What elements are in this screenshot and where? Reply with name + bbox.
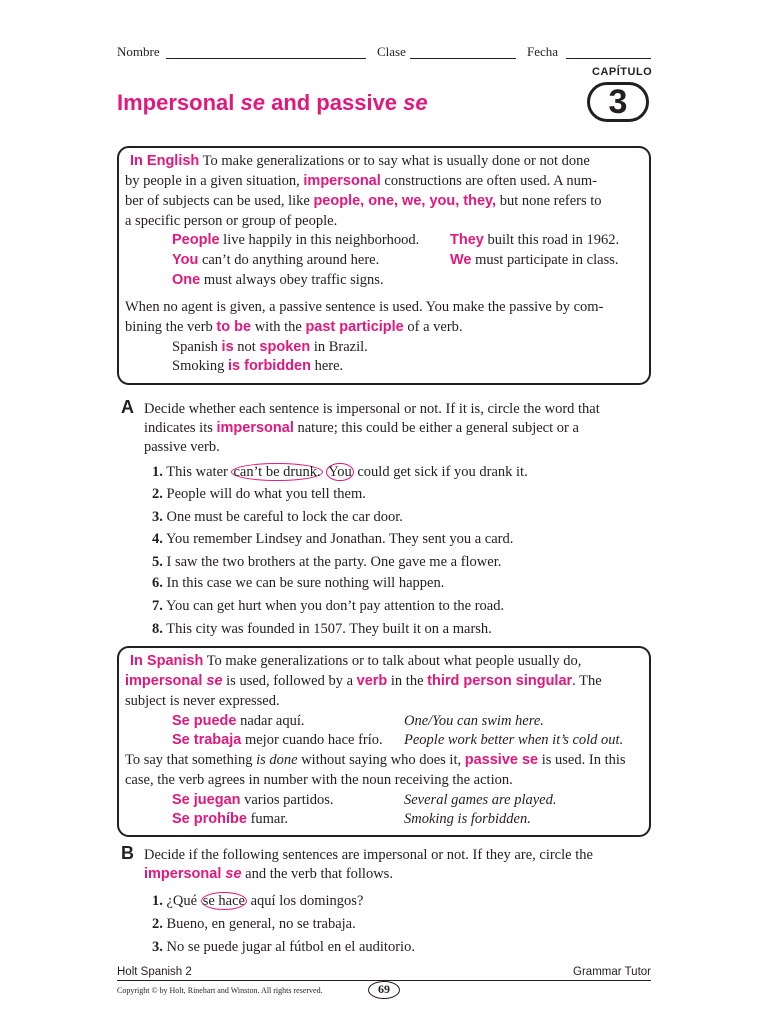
list-item: 7. You can get hurt when you don’t pay attention to the road. — [152, 598, 505, 614]
spanish-line-3: subject is never expressed. — [125, 693, 280, 709]
english-example-3: You can’t do anything around here. — [172, 252, 380, 268]
copyright: Copyright © by Holt, Rinehart and Winston. All rights reserved. — [117, 986, 323, 995]
section-a-instr-3: passive verb. — [144, 439, 220, 455]
spanish-translation-2: People work better when it’s cold out. — [404, 732, 624, 748]
circled-answer[interactable]: You — [328, 464, 352, 480]
english-passive-line-1: When no agent is given, a passive sentence is used. You make the passive by com- — [125, 299, 604, 315]
footer-book-title: Holt Spanish 2 — [117, 966, 192, 978]
english-line-4: a specific person or group of people. — [125, 213, 338, 229]
fecha-line[interactable] — [566, 58, 651, 59]
footer-section-title: Grammar Tutor — [573, 966, 651, 978]
circled-answer[interactable]: se hace — [202, 893, 245, 909]
spanish-passive-line-2: case, the verb agrees in number with the noun receiving the action. — [125, 772, 513, 788]
spanish-example-3: Se juegan varios partidos. — [172, 792, 334, 808]
english-passive-line-2: bining the verb to be with the past participle of a verb. — [125, 319, 463, 335]
list-item: 6. In this case we can be sure nothing will happen. — [152, 575, 445, 591]
section-a-instr-1: Decide whether each sentence is impersonal or not. If it is, circle the word that — [144, 401, 600, 417]
spanish-translation-4: Smoking is forbidden. — [404, 811, 531, 827]
english-example-2: They built this road in 1962. — [450, 232, 620, 248]
english-example-1: People live happily in this neighborhood. — [172, 232, 420, 248]
list-item: 4. You remember Lindsey and Jonathan. They sent you a card. — [152, 531, 514, 547]
circled-answer[interactable]: can’t be drunk. — [233, 464, 321, 480]
nombre-label: Nombre — [117, 44, 160, 59]
page-title: Impersonal se and passive se — [117, 90, 428, 115]
list-item: 2. Bueno, en general, no se trabaja. — [152, 916, 356, 932]
section-b-instr-1: Decide if the following sentences are impersonal or not. If they are, circle the — [144, 847, 593, 863]
section-b-letter: B — [121, 843, 134, 863]
clase-line[interactable] — [410, 58, 516, 59]
english-example-5: One must always obey traffic signs. — [172, 272, 384, 288]
list-item: 1. This water can’t be drunk. You could get sick if you drank it. — [152, 464, 528, 480]
spanish-line-2: impersonal se is used, followed by a verb in the third person singular. The — [125, 673, 602, 689]
spanish-example-1: Se puede nadar aquí. — [172, 713, 305, 729]
english-line-3: ber of subjects can be used, like people, one, we, you, they, but none refers to — [125, 193, 602, 209]
english-example-7: Smoking is forbidden here. — [172, 358, 344, 374]
spanish-translation-1: One/You can swim here. — [404, 713, 544, 729]
nombre-line[interactable] — [166, 58, 366, 59]
english-example-4: We must participate in class. — [450, 252, 619, 268]
list-item: 1. ¿Qué se hace aquí los domingos? — [152, 893, 364, 909]
list-item: 3. No se puede jugar al fútbol en el auditorio. — [152, 939, 415, 955]
section-b-instr-2: impersonal se and the verb that follows. — [144, 866, 393, 882]
spanish-example-2: Se trabaja mejor cuando hace frío. — [172, 732, 383, 748]
spanish-example-4: Se prohíbe fumar. — [172, 811, 289, 827]
clase-label: Clase — [377, 44, 406, 59]
section-a-instr-2: indicates its impersonal nature; this could be either a general subject or a — [144, 420, 579, 436]
list-item: 8. This city was founded in 1507. They built it on a marsh. — [152, 621, 492, 637]
fecha-label: Fecha — [527, 44, 559, 59]
list-item: 5. I saw the two brothers at the party. One gave me a flower. — [152, 554, 502, 570]
english-line-2: by people in a given situation, impersonal constructions are often used. A num- — [125, 173, 598, 189]
spanish-passive-line-1: To say that something is done without saying who does it, passive se is used. In this — [125, 752, 626, 768]
capitulo-label: CAPÍTULO — [592, 66, 653, 78]
spanish-line-1: In Spanish To make generalizations or to talk about what people usually do, — [130, 653, 582, 669]
page-number: 69 — [368, 981, 400, 999]
chapter-number: 3 — [608, 83, 628, 121]
section-a-letter: A — [121, 397, 134, 417]
english-example-6: Spanish is not spoken in Brazil. — [172, 339, 368, 355]
english-line-1: In English To make generalizations or to say what is usually done or not done — [130, 153, 590, 169]
spanish-translation-3: Several games are played. — [404, 792, 557, 808]
list-item: 3. One must be careful to lock the car door. — [152, 509, 403, 525]
list-item: 2. People will do what you tell them. — [152, 486, 366, 502]
